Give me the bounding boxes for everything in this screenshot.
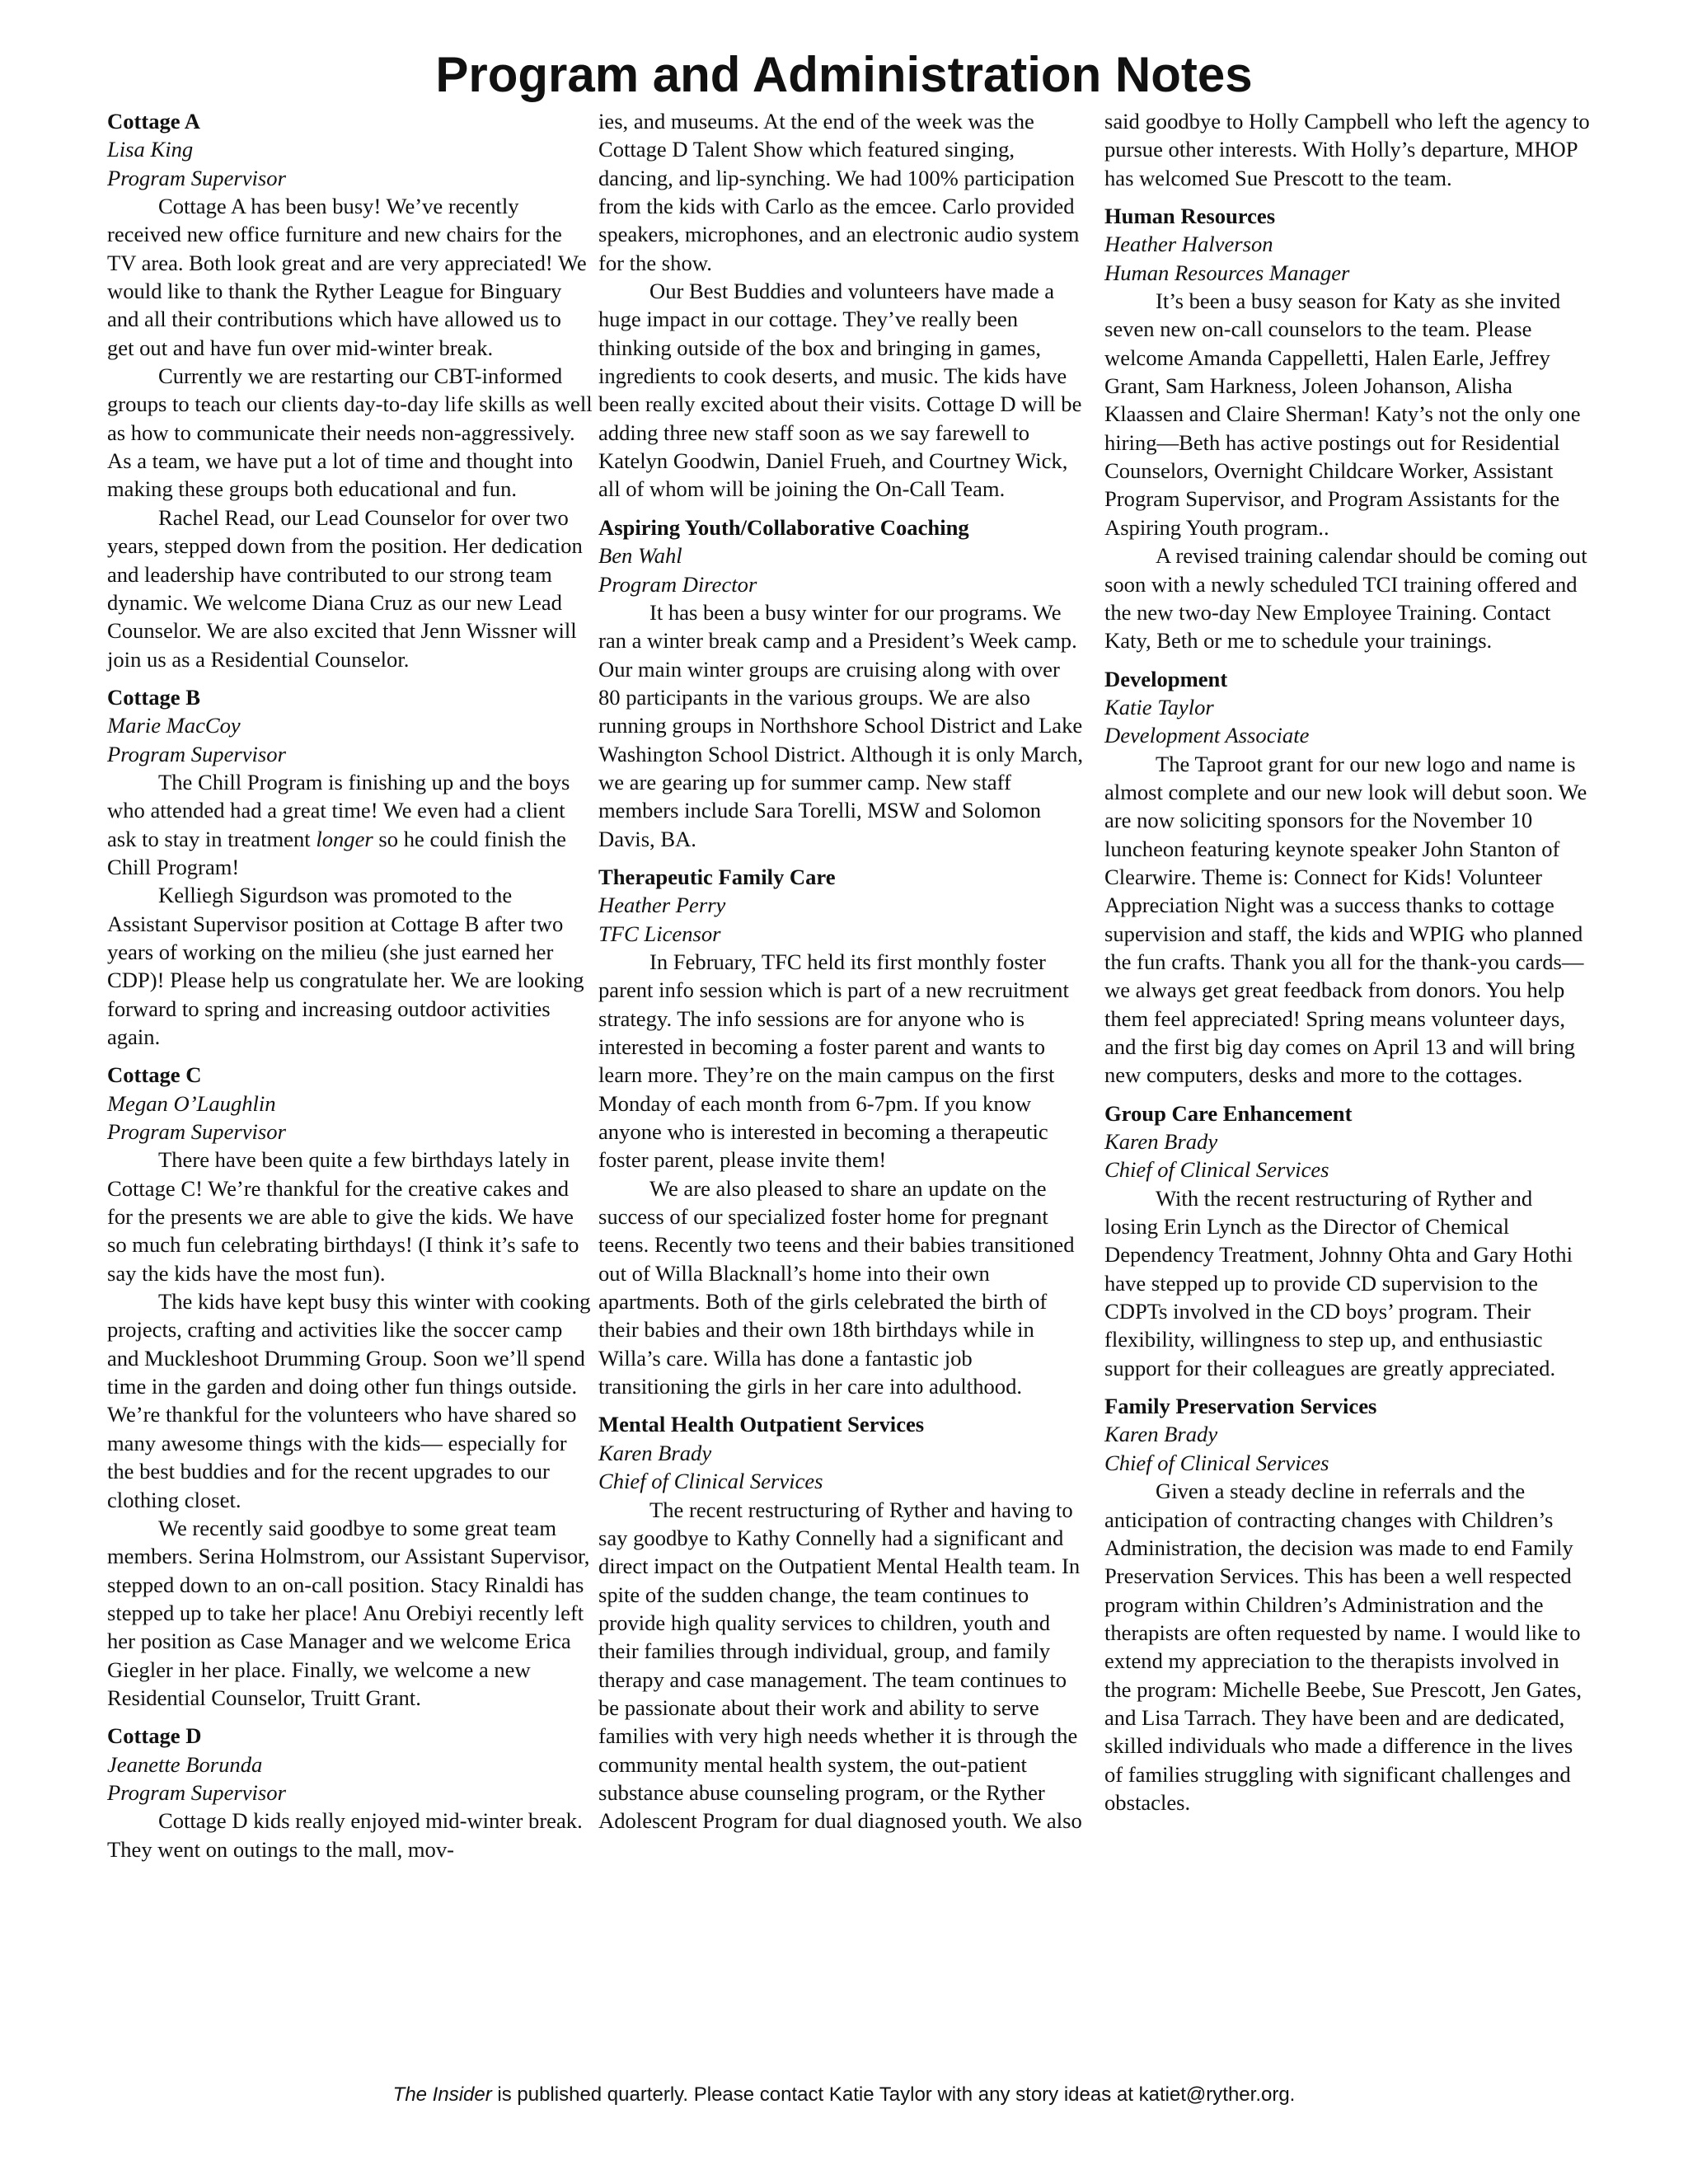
author-role: Program Director — [598, 571, 757, 597]
section-heading: Cottage D — [107, 1723, 202, 1749]
section-heading: Cottage A — [107, 109, 200, 134]
author-name: Karen Brady — [1104, 1422, 1218, 1447]
section-therapeutic-family-care — [598, 863, 1085, 1401]
author-name: Karen Brady — [1104, 1129, 1218, 1155]
section-heading: Therapeutic Family Care — [598, 864, 836, 889]
section-cottage-a — [107, 107, 593, 673]
author-role: TFC Licensor — [598, 921, 721, 946]
author-role: Chief of Clinical Services — [1104, 1450, 1329, 1475]
section-heading: Group Care Enhancement — [1104, 1100, 1353, 1126]
section-heading: Cottage C — [107, 1062, 202, 1088]
paragraph: A revised training calendar should be coming out soon with a newly scheduled TCI training offered and the new two-day New Employee Training. Contact Katy, Beth or me to schedule your trainings. — [1104, 543, 1587, 654]
paragraph: In February, TFC held its first monthly foster parent info session which is part of a new recruitment strategy. The info sessions are for anyone who is interested in becoming a foster parent and wants to learn more. They’re on the main campus on the first Monday of each month from 6-7pm. If you know anyone who is interested in becoming a therapeutic foster parent, please invite them! — [598, 949, 1069, 1173]
author-role: Human Resources Manager — [1104, 260, 1350, 285]
author-name: Megan O’Laughlin — [107, 1090, 276, 1116]
author-role: Development Associate — [1104, 723, 1310, 748]
footer-text: is published quarterly. Please contact Katie Taylor with any story ideas at katiet@ryther.org. — [491, 2083, 1296, 2106]
author-role: Program Supervisor — [107, 1119, 286, 1145]
paragraph-text: so he could finish the Chill Program! — [107, 826, 566, 879]
author-name: Heather Halverson — [1104, 232, 1273, 257]
author-name: Jeanette Borunda — [107, 1751, 263, 1777]
paragraph: There have been quite a few birthdays lately in Cottage C! We’re thankful for the creative cakes and for the presents we are able to give the kids. We have so much fun celebrating birthdays! (I think it’s safe to say the kids have the most fun). — [107, 1147, 579, 1286]
paragraph: The kids have kept busy this winter with cooking projects, crafting and activities like the soccer camp and Muckleshoot Drumming Group. Soon we’ll spend time in the garden and doing other fun things outside. We’re thankful for the volunteers who have shared so many awesome things with the kids— especially for the best buddies and for the recent upgrades to our clothing closet. — [107, 1289, 591, 1512]
paragraph: It’s been a busy season for Katy as she invited seven new on-call counselors to the team. Please welcome Amanda Cappelletti, Halen Earle, Jeffrey Grant, Sam Harkness, Joleen Johanson, Alisha Klaassen and Claire Sherman! Katy’s not the only one hiring—Beth has active postings out for Residential Counselors, Overnight Childcare Worker, Assistant Program Supervisor, and Program Assistants for the Aspiring Youth program.. — [1104, 288, 1581, 540]
publication-name: The Insider — [392, 2083, 492, 2106]
author-role: Program Supervisor — [107, 165, 286, 190]
section-mental-health-outpatient-continued — [1104, 107, 1591, 192]
author-name: Marie MacCoy — [107, 713, 241, 738]
page-footer — [0, 2083, 1688, 2107]
page-title: Program and Administration Notes — [435, 47, 1253, 102]
paragraph: said goodbye to Holly Campbell who left the agency to pursue other interests. With Holly’s departure, MHOP has welcomed Sue Prescott to the team. — [1104, 109, 1590, 190]
author-name: Katie Taylor — [1104, 694, 1214, 719]
section-development — [1104, 665, 1591, 1090]
paragraph: Cottage A has been busy! We’ve recently received new office furniture and new chairs for the TV area. Both look great and are very appreciated! We would like to thank the Ryther League for Binguary and all their contributions which have allowed us to get out and have fun over mid-winter break. — [107, 194, 587, 360]
section-heading: Cottage B — [107, 684, 200, 710]
author-role: Chief of Clinical Services — [598, 1469, 823, 1494]
paragraph: The Taproot grant for our new logo and name is almost complete and our new look will debut soon. We are now soliciting sponsors for the November 10 luncheon featuring keynote speaker John Stanton of Clearwire. Theme is: Connect for Kids! Volunteer Appreciation Night was a success thanks to cottage supervision and staff, the kids and WPIG who planned the fun crafts. Thank you all for the thank-you cards—we always get great feedback from donors. You help them feel appreciated! Spring means volunteer days, and the first big day comes on April 13 and will bring new computers, desks and more to the cottages. — [1104, 751, 1587, 1088]
paragraph: The recent restructuring of Ryther and having to say goodbye to Kathy Connelly had a significant and direct impact on the Outpatient Mental Health team. In spite of the sudden change, the team continues to provide high quality services to children, youth and their families through individual, group, and family therapy and case management. The team continues to be passionate about their work and ability to serve families with very high needs whether it is through the community mental health system, the out-patient substance abuse counseling program, or the Ryther Adolescent Program for dual diagnosed youth. We also — [598, 1497, 1082, 1834]
section-human-resources — [1104, 202, 1591, 655]
author-role: Program Supervisor — [107, 1779, 286, 1805]
section-heading: Human Resources — [1104, 204, 1276, 229]
paragraph: Our Best Buddies and volunteers have made a huge impact in our cottage. They’ve really been thinking outside of the box and bringing in games, ingredients to cook deserts, and music. The kids have been really excited about their visits. Cottage D will be adding three new staff soon as we say farewell to Katelyn Goodwin, Daniel Frueh, and Courtney Wick, all of whom will be joining the On-Call Team. — [598, 279, 1082, 502]
paragraph: Kelliegh Sigurdson was promoted to the Assistant Supervisor position at Cottage B after two years of working on the milieu (she just earned her CDP)! Please help us congratulate her. We are looking forward to spring and increasing outdoor activities again. — [107, 883, 584, 1049]
paragraph: Given a steady decline in referrals and the anticipation of contracting changes with Children’s Administration, the decision was made to end Family Preservation Services. This has been a well respected program within Children’s Administration and the therapists are often requested by name. I would like to extend my appreciation to the therapists involved in the program: Michelle Beebe, Sue Prescott, Jen Gates, and Lisa Tarrach. They have been and are dedicated, skilled individuals who made a difference in the lives of families struggling with significant challenges and obstacles. — [1104, 1479, 1582, 1815]
author-name: Ben Wahl — [598, 543, 682, 569]
author-role: Program Supervisor — [107, 741, 286, 766]
section-cottage-d-continued — [598, 107, 1085, 504]
section-cottage-c — [107, 1061, 593, 1712]
column-2 — [598, 107, 1085, 1845]
section-heading: Aspiring Youth/Collaborative Coaching — [598, 514, 969, 540]
author-name: Karen Brady — [598, 1440, 712, 1465]
section-heading: Family Preservation Services — [1104, 1394, 1377, 1419]
section-aspiring-youth — [598, 513, 1085, 853]
paragraph: We recently said goodbye to some great team members. Serina Holmstrom, our Assistant Supervisor, stepped down to an on-call position. Stacy Rinaldi has stepped up to take her place! Anu Orebiyi recently left her position as Case Manager and we welcome Erica Giegler in her place. Finally, we welcome a new Residential Counselor, Truitt Grant. — [107, 1515, 590, 1710]
column-3 — [1104, 107, 1591, 1826]
section-heading: Development — [1104, 666, 1228, 691]
paragraph — [107, 768, 593, 881]
column-1 — [107, 107, 593, 1873]
paragraph: Currently we are restarting our CBT-informed groups to teach our clients day-to-day life skills as well as how to communicate their needs non-aggressively. As a team, we have put a lot of time and thought into making these groups both educational and fun. — [107, 363, 593, 502]
section-group-care-enhancement — [1104, 1099, 1591, 1382]
paragraph: With the recent restructuring of Ryther and losing Erin Lynch as the Director of Chemical Dependency Treatment, Johnny Ohta and Gary Hothi have stepped up to provide CD supervision to the CDPTs involved in the CD boys’ program. Their flexibility, willingness to step up, and enthusiastic support for their colleagues are greatly appreciated. — [1104, 1185, 1573, 1380]
section-cottage-b — [107, 683, 593, 1051]
paragraph: Cottage D kids really enjoyed mid-winter break. They went on outings to the mall, mov- — [107, 1808, 583, 1862]
section-heading: Mental Health Outpatient Services — [598, 1412, 925, 1437]
paragraph: Rachel Read, our Lead Counselor for over two years, stepped down from the position. Her dedication and leadership have contributed to our strong team dynamic. We welcome Diana Cruz as our new Lead Counselor. We are also excited that Jenn Wissner will join us as a Residential Counselor. — [107, 504, 583, 672]
section-family-preservation — [1104, 1392, 1591, 1816]
emphasis-text: longer — [316, 826, 373, 851]
section-cottage-d — [107, 1722, 593, 1863]
paragraph: ies, and museums. At the end of the week was the Cottage D Talent Show which featured singing, dancing, and lip-synching. We had 100% participation from the kids with Carlo as the emcee. Carlo provided speakers, microphones, and an electronic audio system for the show. — [598, 109, 1080, 275]
paragraph: It has been a busy winter for our programs. We ran a winter break camp and a President’s Week camp. Our main winter groups are cruising along with over 80 participants in the various groups. We are also running groups in Northshore School District and Lake Washington School District. Although it is only March, we are gearing up for summer camp. New staff members include Sara Torelli, MSW and Solomon Davis, BA. — [598, 599, 1084, 851]
author-name: Heather Perry — [598, 893, 726, 918]
paragraph: We are also pleased to share an update on the success of our specialized foster home for pregnant teens. Recently two teens and their babies transitioned out of Willa Blacknall’s home into their own apartments. Both of the girls celebrated the birth of their babies and their own 18th birthdays while in Willa’s care. Willa has done a fantastic job transitioning the girls in her care into adulthood. — [598, 1175, 1075, 1399]
author-role: Chief of Clinical Services — [1104, 1157, 1329, 1183]
paragraph-text: The Chill Program is finishing up and the boys who attended had a great time! We even had a client ask to stay in treatment — [107, 769, 570, 851]
section-mental-health-outpatient — [598, 1410, 1085, 1835]
author-name: Lisa King — [107, 137, 194, 162]
